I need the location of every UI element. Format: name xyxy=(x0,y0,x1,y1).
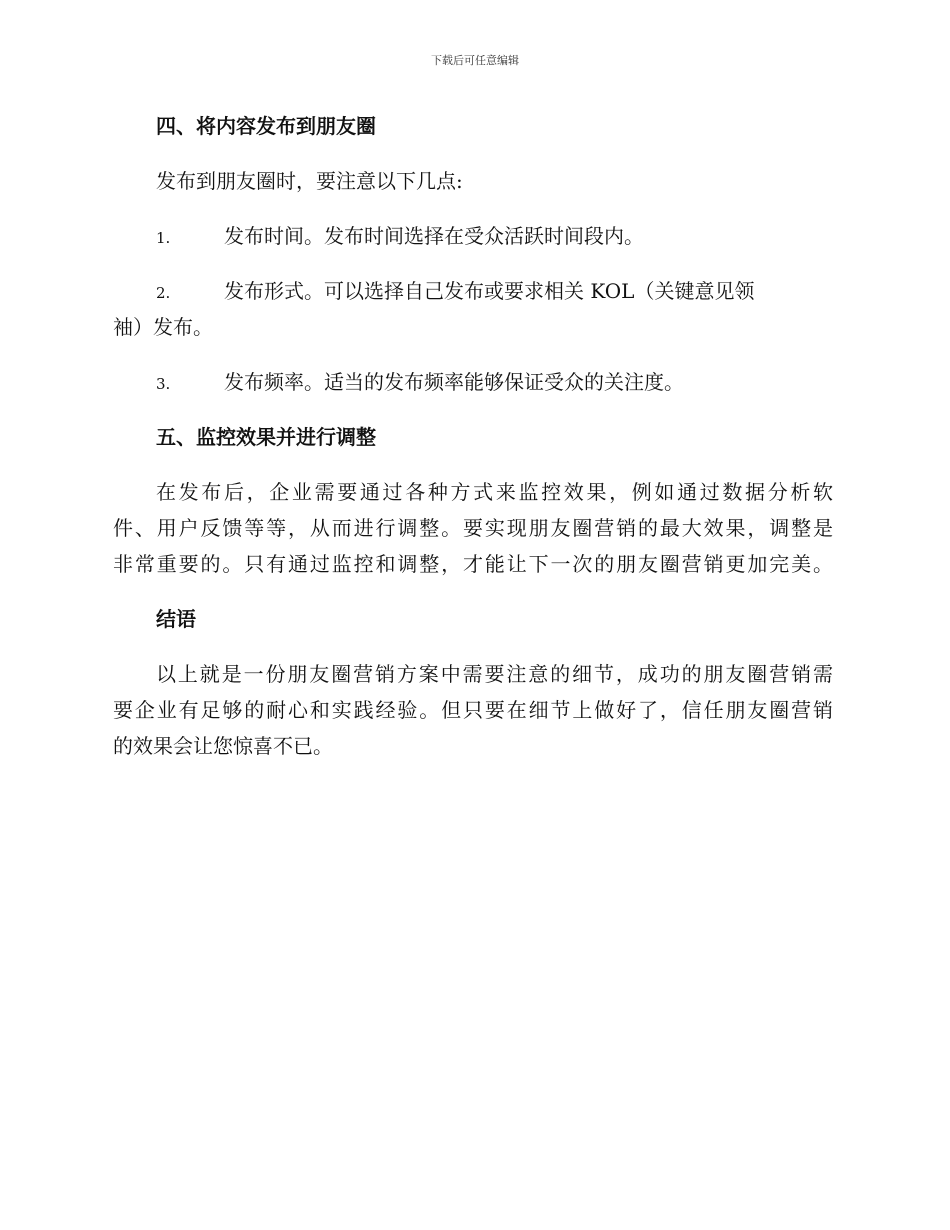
section-intro-publish: 发布到朋友圈时，要注意以下几点: xyxy=(156,169,463,193)
section-heading-monitor: 五、监控效果并进行调整 xyxy=(156,425,376,449)
list-text-continuation: 袖）发布。 xyxy=(113,315,213,339)
list-text: 发布形式。可以选择自己发布或要求相关 KOL（关键意见领 xyxy=(224,279,755,303)
paragraph-line: 非常重要的。只有通过监控和调整，才能让下一次的朋友圈营销更加完美。 xyxy=(113,552,833,576)
page-header: 下载后可任意编辑 xyxy=(431,54,519,67)
paragraph-line: 要企业有足够的耐心和实践经验。但只要在细节上做好了，信任朋友圈营销 xyxy=(113,698,833,722)
list-item xyxy=(113,218,833,254)
document-body xyxy=(113,108,833,764)
paragraph-line: 以上就是一份朋友圈营销方案中需要注意的细节，成功的朋友圈营销需 xyxy=(156,662,833,686)
paragraph-line: 在发布后，企业需要通过各种方式来监控效果，例如通过数据分析软 xyxy=(156,480,833,504)
paragraph-line: 的效果会让您惊喜不已。 xyxy=(113,734,333,758)
section-heading-conclusion: 结语 xyxy=(156,607,196,631)
list-number: 1. xyxy=(156,229,171,247)
list-number: 2. xyxy=(156,284,171,302)
list-item xyxy=(113,273,833,309)
paragraph-line: 件、用户反馈等等，从而进行调整。要实现朋友圈营销的最大效果，调整是 xyxy=(113,516,833,540)
list-item xyxy=(113,364,833,400)
list-text: 发布频率。适当的发布频率能够保证受众的关注度。 xyxy=(224,370,684,394)
section-heading-publish: 四、将内容发布到朋友圈 xyxy=(156,114,376,138)
list-number: 3. xyxy=(156,375,171,393)
list-text: 发布时间。发布时间选择在受众活跃时间段内。 xyxy=(224,224,644,248)
